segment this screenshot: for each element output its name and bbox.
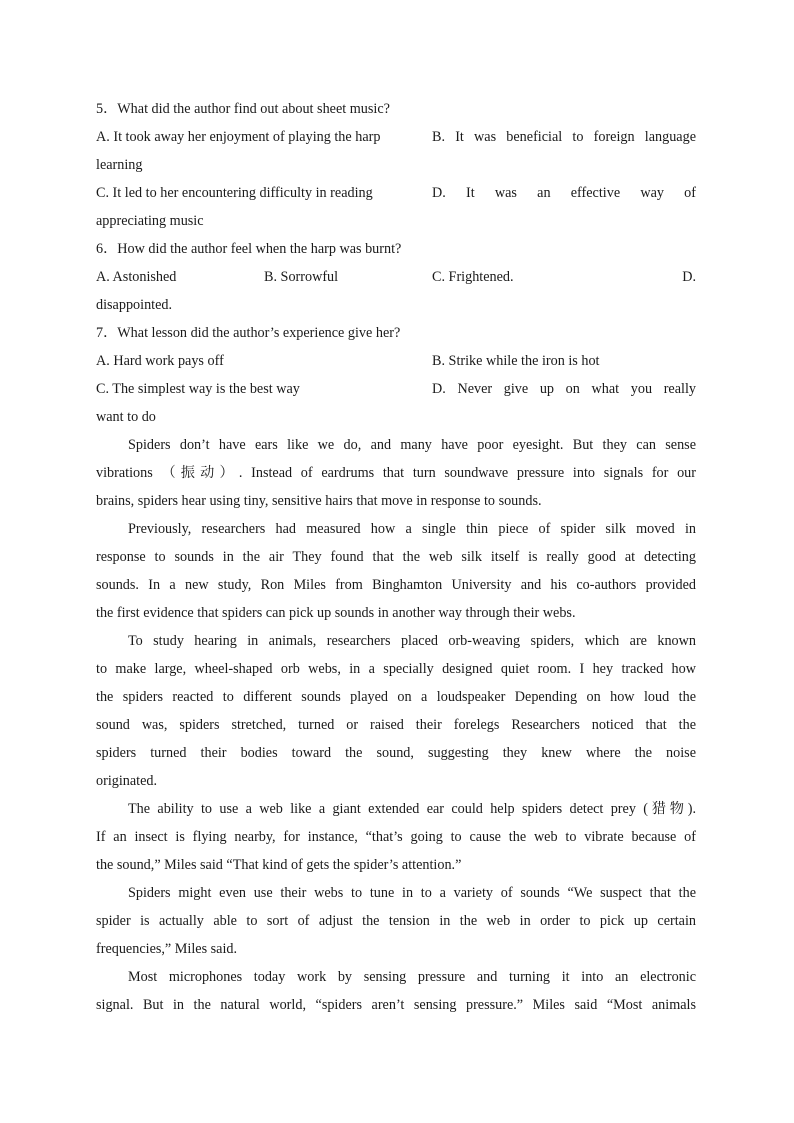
passage-line: vibrations （振动）. Instead of eardrums that turn soundwave pressure into signals for our [96,465,696,481]
question-7-option-c: C. The simplest way is the best way [96,381,300,397]
question-7-stem: 7．What lesson did the author’s experience give her? [96,325,401,341]
passage-line: Previously, researchers had measured how a single thin piece of spider silk moved in [128,521,696,537]
question-5-option-b: B. It was beneficial to foreign language [432,129,696,145]
passage-line: frequencies,” Miles said. [96,941,238,957]
question-6-option-d-continued: disappointed. [96,297,173,313]
passage-paragraph-3 [96,627,696,795]
passage-line: Spiders don’t have ears like we do, and many have poor eyesight. But they can sense [128,437,696,453]
passage-line: to make large, wheel-shaped orb webs, in a specially designed quiet room. I hey tracked how [96,661,696,677]
passage-line: the sound,” Miles said “That kind of gets the spider’s attention.” [96,857,462,873]
passage-line: the spiders reacted to different sounds played on a loudspeaker Depending on how loud the [96,689,696,705]
passage-paragraph-5 [96,879,696,963]
passage-line: sounds. In a new study, Ron Miles from Binghamton University and his co-authors provided [96,577,696,593]
question-5-option-a: A. It took away her enjoyment of playing the harp [96,129,381,145]
question-6-option-a: A. Astonished [96,269,177,285]
question-6-options [96,263,696,291]
passage-paragraph-2 [96,515,696,627]
question-7-option-d: D. Never give up on what you really [432,381,696,397]
passage-paragraph-4 [96,795,696,879]
question-7-option-b: B. Strike while the iron is hot [432,353,600,369]
passage-paragraph-6 [96,963,696,1019]
question-5-option-c: C. It led to her encountering difficulty in reading [96,185,373,201]
question-7-options-ab [96,347,696,375]
passage-line: signal. But in the natural world, “spiders aren’t sensing pressure.” Miles said “Most animals [96,997,696,1013]
question-5-options-cd [96,179,696,207]
passage-paragraph-1 [96,431,696,515]
passage-line: the first evidence that spiders can pick up sounds in another way through their webs. [96,605,576,621]
passage-line: spider is actually able to sort of adjust the tension in the web in order to pick up certain [96,913,696,929]
passage-line: The ability to use a web like a giant extended ear could help spiders detect prey (猎物). [128,801,696,817]
passage-line: If an insect is flying nearby, for instance, “that’s going to cause the web to vibrate because of [96,829,696,845]
passage-line: brains, spiders hear using tiny, sensitive hairs that move in response to sounds. [96,493,542,509]
question-6-option-b: B. Sorrowful [264,269,339,285]
question-5-option-b-continued: learning [96,157,143,173]
passage-line: Most microphones today work by sensing pressure and turning it into an electronic [128,969,696,985]
passage-line: Spiders might even use their webs to tune in to a variety of sounds “We suspect that the [128,885,696,901]
passage-line: sound was, spiders stretched, turned or raised their forelegs Researchers noticed that the [96,717,696,733]
question-5-option-d: D. It was an effective way of [432,185,696,201]
passage-line: spiders turned their bodies toward the sound, suggesting they knew where the noise [96,745,696,761]
question-6-stem: 6．How did the author feel when the harp was burnt? [96,241,402,257]
passage-line: To study hearing in animals, researchers placed orb-weaving spiders, which are known [128,633,696,649]
question-5-options-ab [96,123,696,151]
question-7-option-d-continued: want to do [96,409,156,425]
question-7-option-a: A. Hard work pays off [96,353,224,369]
question-6-option-c: C. Frightened. [432,269,514,285]
question-6-option-d: D. [682,269,696,285]
question-5-stem: 5．What did the author find out about sheet music? [96,101,390,117]
question-5-option-d-continued: appreciating music [96,213,204,229]
passage-line: response to sounds in the air They found that the web silk itself is really good at detecting [96,549,696,565]
question-7-options-cd [96,375,696,403]
document-content [96,95,696,1019]
passage-line: originated. [96,773,158,789]
